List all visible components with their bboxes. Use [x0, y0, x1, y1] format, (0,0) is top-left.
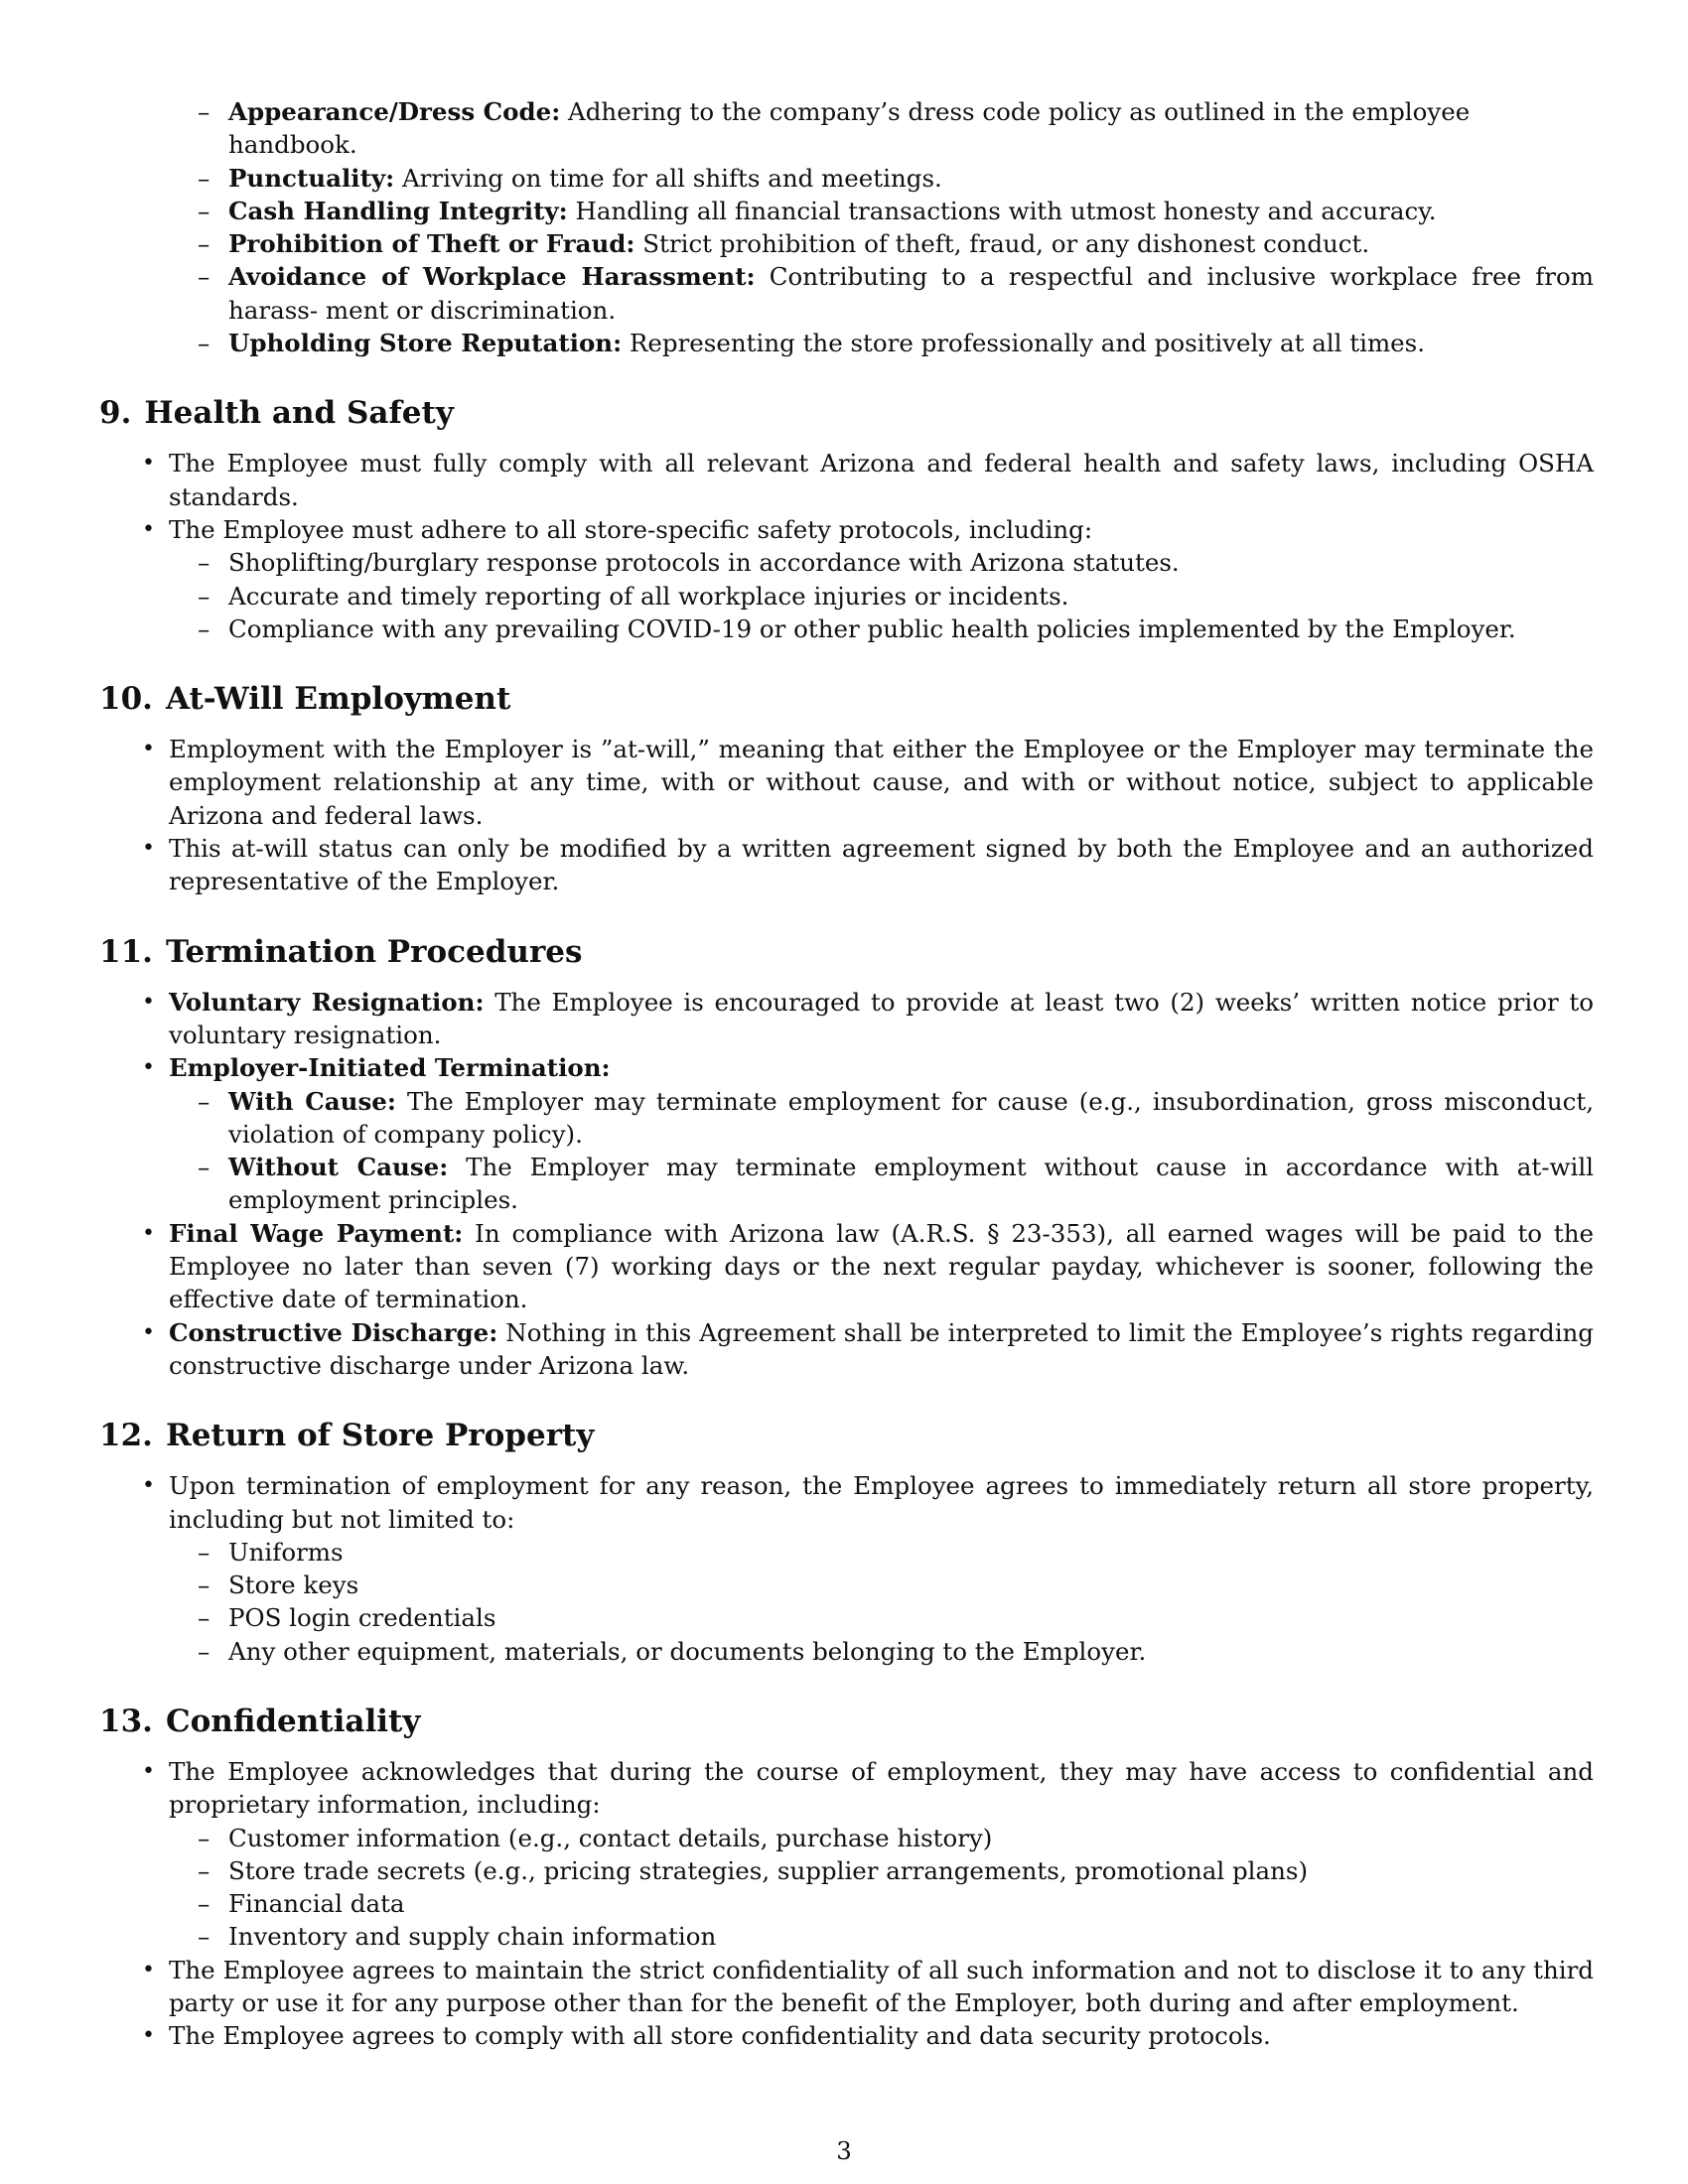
sub-list-item: – POS login credentials: [228, 1601, 1594, 1634]
section-title: At-Will Employment: [165, 681, 511, 718]
item-text: Upon termination of employment for any reason, the Employee agrees to immediately return all store property, including but not limited to:: [169, 1471, 1594, 1534]
list-item: [169, 986, 1594, 1052]
bullet-list: [99, 447, 1594, 645]
list-item: [228, 260, 1594, 327]
sub-list-item: – Compliance with any prevailing COVID-19 or other public health policies implemented by the Employer.: [228, 613, 1594, 645]
sub-list-item: – Inventory and supply chain information: [228, 1920, 1594, 1953]
sub-list-item: – Any other equipment, materials, or documents belonging to the Employer.: [228, 1635, 1594, 1668]
item-text: In compliance with Arizona law (A.R.S. § 23-353), all earned wages will be paid to the Employee no later than seven (7) working days or the next regular payday, whichever is sooner, following the effective date of termination.: [169, 1218, 1594, 1314]
list-item: [169, 1469, 1594, 1668]
bullet-list: [99, 733, 1594, 897]
item-text: Adhering to the company’s dress code policy as outlined in the employee handbook.: [228, 97, 1471, 160]
item-term: Without Cause:: [228, 1153, 449, 1182]
item-text: The Employer may terminate employment without cause in accordance with at-will employment principles.: [228, 1153, 1594, 1215]
item-term: Constructive Discharge:: [169, 1317, 498, 1347]
sub-list: [169, 1822, 1594, 1954]
section-heading: [99, 679, 1594, 719]
item-text: Strict prohibition of theft, fraud, or any dishonest conduct.: [634, 229, 1370, 259]
page-number: 3: [836, 2136, 852, 2165]
item-term: Appearance/Dress Code:: [228, 97, 561, 126]
item-term: Voluntary Resignation:: [169, 987, 485, 1017]
sub-list-item: – Customer information (e.g., contact details, purchase history): [228, 1822, 1594, 1854]
list-item: • Employment with the Employer is ”at-will,” meaning that either the Employee or the Employer may terminate the employment relationship at any time, with or without cause, and with or without notice, subject to applicable Arizona and federal laws.: [169, 733, 1594, 832]
section-title: Confidentiality: [165, 1703, 421, 1739]
list-item: • The Employee agrees to maintain the strict confidentiality of all such information and not to disclose it to any third party or use it for any purpose other than for the benefit of the Employer, both during and after employment.: [169, 1954, 1594, 2020]
sub-list-item: – Shoplifting/burglary response protocols in accordance with Arizona statutes.: [228, 546, 1594, 579]
item-term: Punctuality:: [228, 163, 395, 193]
item-text: Nothing in this Agreement shall be interpreted to limit the Employee’s rights regarding constructive discharge under Arizona law.: [169, 1317, 1594, 1380]
sub-list: [169, 546, 1594, 645]
list-item: [228, 195, 1594, 227]
sub-list-item: – Store keys: [228, 1569, 1594, 1601]
list-item: • The Employee agrees to comply with all store confidentiality and data security protocols.: [169, 2019, 1594, 2052]
section-number: 9.: [99, 395, 132, 432]
section-heading: [99, 932, 1594, 972]
section-title: Health and Safety: [144, 395, 454, 432]
item-text: The Employer may terminate employment for cause (e.g., insubordination, gross misconduct, violation of company policy).: [228, 1086, 1594, 1149]
section-heading: [99, 1702, 1594, 1741]
item-term: Prohibition of Theft or Fraud:: [228, 229, 635, 259]
sub-list-item: – Store trade secrets (e.g., pricing strategies, supplier arrangements, promotional plans): [228, 1854, 1594, 1887]
sub-list-item: [228, 1151, 1594, 1217]
sub-list: [169, 1536, 1594, 1668]
section-title: Termination Procedures: [165, 933, 583, 970]
sub-list-item: – Accurate and timely reporting of all workplace injuries or incidents.: [228, 580, 1594, 613]
item-term: With Cause:: [228, 1086, 396, 1116]
item-text: Representing the store professionally and positively at all times.: [622, 329, 1426, 358]
item-term: Cash Handling Integrity:: [228, 196, 568, 225]
list-item: [228, 327, 1594, 359]
list-item: [169, 1316, 1594, 1383]
list-item: • The Employee must fully comply with all relevant Arizona and federal health and safety laws, including OSHA standards.: [169, 447, 1594, 513]
item-text: The Employee must adhere to all store-specific safety protocols, including:: [169, 514, 1093, 544]
document-page: [99, 95, 1594, 2053]
section-number: 12.: [99, 1418, 153, 1454]
list-item: [169, 1051, 1594, 1216]
list-item: [228, 227, 1594, 260]
section-at-will: [99, 679, 1594, 897]
item-text: The Employee acknowledges that during the course of employment, they may have access to confidential and proprietary information, including:: [169, 1756, 1594, 1820]
list-item: [169, 513, 1594, 645]
conduct-standards-list: [99, 95, 1594, 359]
item-term: Avoidance of Workplace Harassment:: [228, 262, 756, 292]
list-item: • This at-will status can only be modified by a written agreement signed by both the Employee and an authorized representative of the Employer.: [169, 832, 1594, 898]
section-termination: [99, 932, 1594, 1383]
item-term: Upholding Store Reputation:: [228, 329, 623, 358]
list-item: [228, 95, 1594, 162]
section-number: 10.: [99, 681, 153, 718]
section-heading: [99, 1416, 1594, 1455]
sub-list: [169, 1085, 1594, 1217]
section-number: 11.: [99, 933, 153, 970]
bullet-list: [99, 1469, 1594, 1668]
sub-list-item: [228, 1085, 1594, 1152]
bullet-list: [99, 1755, 1594, 2053]
sub-list-item: – Financial data: [228, 1887, 1594, 1920]
section-heading: [99, 393, 1594, 433]
section-health-safety: [99, 393, 1594, 645]
section-confidentiality: [99, 1702, 1594, 2053]
section-number: 13.: [99, 1703, 153, 1739]
item-text: Contributing to a respectful and inclusive workplace free from harass- ment or discrimination.: [228, 262, 1594, 325]
item-term: Employer-Initiated Termination:: [169, 1053, 611, 1083]
bullet-list: [99, 986, 1594, 1383]
item-text: Arriving on time for all shifts and meetings.: [394, 163, 942, 193]
list-item: [169, 1755, 1594, 1954]
item-term: Final Wage Payment:: [169, 1218, 464, 1248]
section-return-property: [99, 1416, 1594, 1668]
item-text: The Employee is encouraged to provide at least two (2) weeks’ written notice prior to voluntary resignation.: [169, 987, 1594, 1049]
list-item: [169, 1217, 1594, 1316]
sub-list-item: – Uniforms: [228, 1536, 1594, 1569]
section-title: Return of Store Property: [165, 1418, 595, 1454]
list-item: [228, 162, 1594, 195]
item-text: Handling all financial transactions with utmost honesty and accuracy.: [567, 196, 1437, 225]
